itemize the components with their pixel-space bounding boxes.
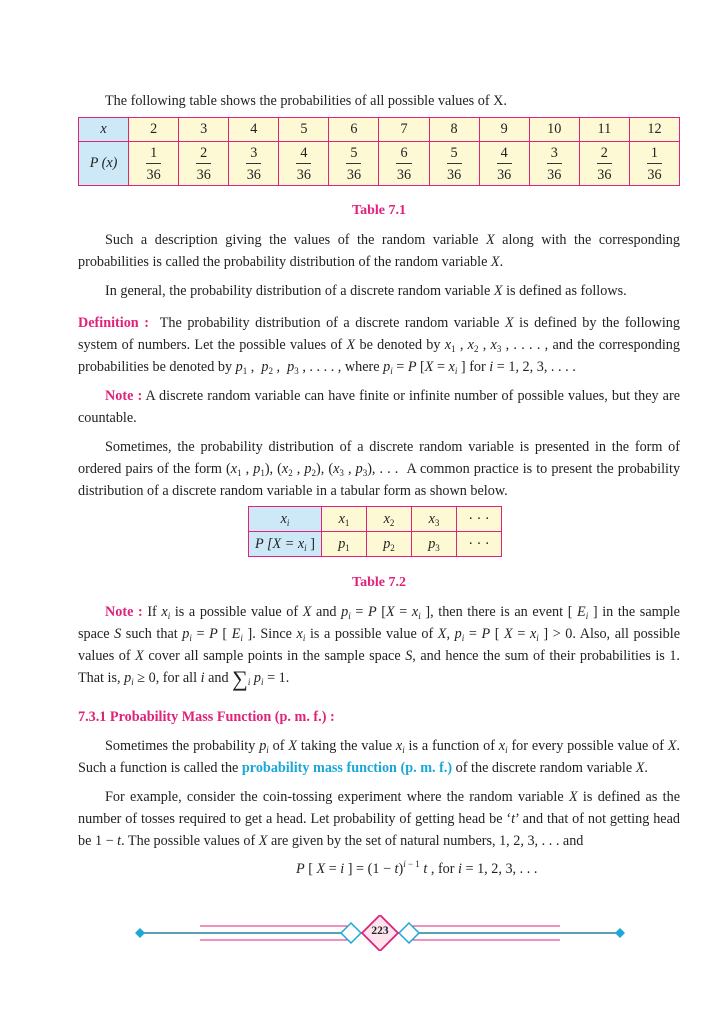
table-1-caption: Table 7.1 — [352, 203, 406, 218]
paragraph-ordered-pairs: Sometimes, the probability distribution of a discrete random variable is presented in the form of ordered pairs of the form ($x_1$ , $p_1$), ($x_2$ , $p_2$), ($x_3$ , $p_3$), . . . A common practice is to present the probability distribution of a discrete random variable in a tabular form as shown below. — [78, 439, 681, 499]
table-row — [249, 507, 502, 532]
table-row — [79, 142, 680, 186]
definition-label: Definition : — [78, 315, 149, 331]
pxi-header-cell: P [$X = x_i$ ] — [249, 532, 322, 557]
note-paragraph-2: Note : If $x_i$ is a possible value of X and $p_i = P$ [$X = x_i$ ], then there is an event [ $E_i$ ] in the sample space S such that $p_i = P$ [ $E_i$ ]. Since $x_i$ is a possible value of X, $p_i = P$ [ $X = x_i$ ] > 0. Also, all possible values of X cover all sample points in the sample space S, and hence the sum of their probabilities is 1. That is, $p_i \ge 0$, for all i and $\sum_i$ $p_i = 1$. — [78, 604, 680, 691]
paragraph-general: In general, the probability distribution of a discrete random variable X is defined as follows. — [105, 283, 627, 299]
prob-cell: $\frac{1}{36}$ — [629, 142, 679, 186]
section-heading: 7.3.1 Probability Mass Function (p. m. f.) : — [78, 709, 335, 725]
x-cell: 4 — [229, 118, 279, 142]
prob-cell: $\frac{3}{36}$ — [529, 142, 579, 186]
pmf-paragraph: Sometimes the probability $p_i$ of X taking the value $x_i$ is a function of $x_i$ for every possible value of X. Such a function is called the probability mass function (p. m. f.) of the discrete random variable X. — [78, 738, 680, 776]
prob-cell: $\frac{5}{36}$ — [329, 142, 379, 186]
pi-cell: $p_1$ — [322, 532, 367, 557]
x-cell: 9 — [479, 118, 529, 142]
note-paragraph-1: Note : A discrete random variable can have finite or infinite number of possible values, but they are countable. — [78, 388, 680, 426]
page-number: 223 — [371, 925, 389, 937]
paragraph-distribution: Such a description giving the values of the random variable X along with the corresponding probabilities is called the probability distribution of the random variable X. — [78, 232, 680, 270]
page-footer — [135, 915, 625, 951]
x-cell: 6 — [329, 118, 379, 142]
prob-cell: $\frac{3}{36}$ — [229, 142, 279, 186]
x-cell: 11 — [579, 118, 629, 142]
x-cell: 7 — [379, 118, 429, 142]
p-header-cell: P (x) — [79, 142, 129, 186]
x-cell: 10 — [529, 118, 579, 142]
probability-table-2 — [248, 506, 502, 557]
table-row — [249, 532, 502, 557]
xi-cell: $x_2$ — [367, 507, 412, 532]
prob-cell: $\frac{1}{36}$ — [129, 142, 179, 186]
xi-cell: $x_3$ — [412, 507, 457, 532]
table-row — [79, 118, 680, 142]
pi-cell: $p_3$ — [412, 532, 457, 557]
intro-text: The following table shows the probabilities of all possible values of X. — [105, 93, 507, 109]
example-paragraph: For example, consider the coin-tossing experiment where the random variable X is defined as the number of tosses required to get a head. Let probability of getting head be ‘t’ and that of not getting head be 1 − t. The possible values of X are given by the set of natural numbers, 1, 2, 3, . . . and — [78, 789, 680, 849]
prob-cell: $\frac{5}{36}$ — [429, 142, 479, 186]
prob-cell: $\frac{4}{36}$ — [279, 142, 329, 186]
prob-cell: $\frac{6}{36}$ — [379, 142, 429, 186]
x-cell: 2 — [129, 118, 179, 142]
definition-paragraph: Definition : The probability distribution of a discrete random variable X is defined by the following system of numbers. Let the possible values of X be denoted by $x_1$ , $x_2$ , $x_3$ , . . . . , and the corresponding probabilities be denoted by $p_1$ , $p_2$ , $p_3$ , . . . . , where $p_i = P$ [$X = x_i$ ] for i = 1, 2, 3, . . . . — [78, 315, 680, 376]
table-2-caption: Table 7.2 — [352, 575, 406, 590]
prob-cell: $\frac{2}{36}$ — [579, 142, 629, 186]
x-header-cell: x — [79, 118, 129, 142]
x-cell: 5 — [279, 118, 329, 142]
pmf-formula: P [ X = i ] = $(1 - t)^{i - 1}$ t , for i = 1, 2, 3, . . . — [296, 859, 538, 877]
x-cell: 8 — [429, 118, 479, 142]
probability-table-1 — [78, 117, 680, 186]
ellipsis-cell: · · · — [457, 532, 502, 557]
pi-cell: $p_2$ — [367, 532, 412, 557]
xi-cell: $x_1$ — [322, 507, 367, 532]
prob-cell: $\frac{2}{36}$ — [179, 142, 229, 186]
x-cell: 3 — [179, 118, 229, 142]
ellipsis-cell: · · · — [457, 507, 502, 532]
pmf-term: probability mass function (p. m. f.) — [241, 760, 453, 776]
xi-header-cell: $x_i$ — [249, 507, 322, 532]
x-cell: 12 — [629, 118, 679, 142]
note-label: Note : — [105, 388, 143, 404]
prob-cell: $\frac{4}{36}$ — [479, 142, 529, 186]
note-label: Note : — [105, 604, 143, 620]
